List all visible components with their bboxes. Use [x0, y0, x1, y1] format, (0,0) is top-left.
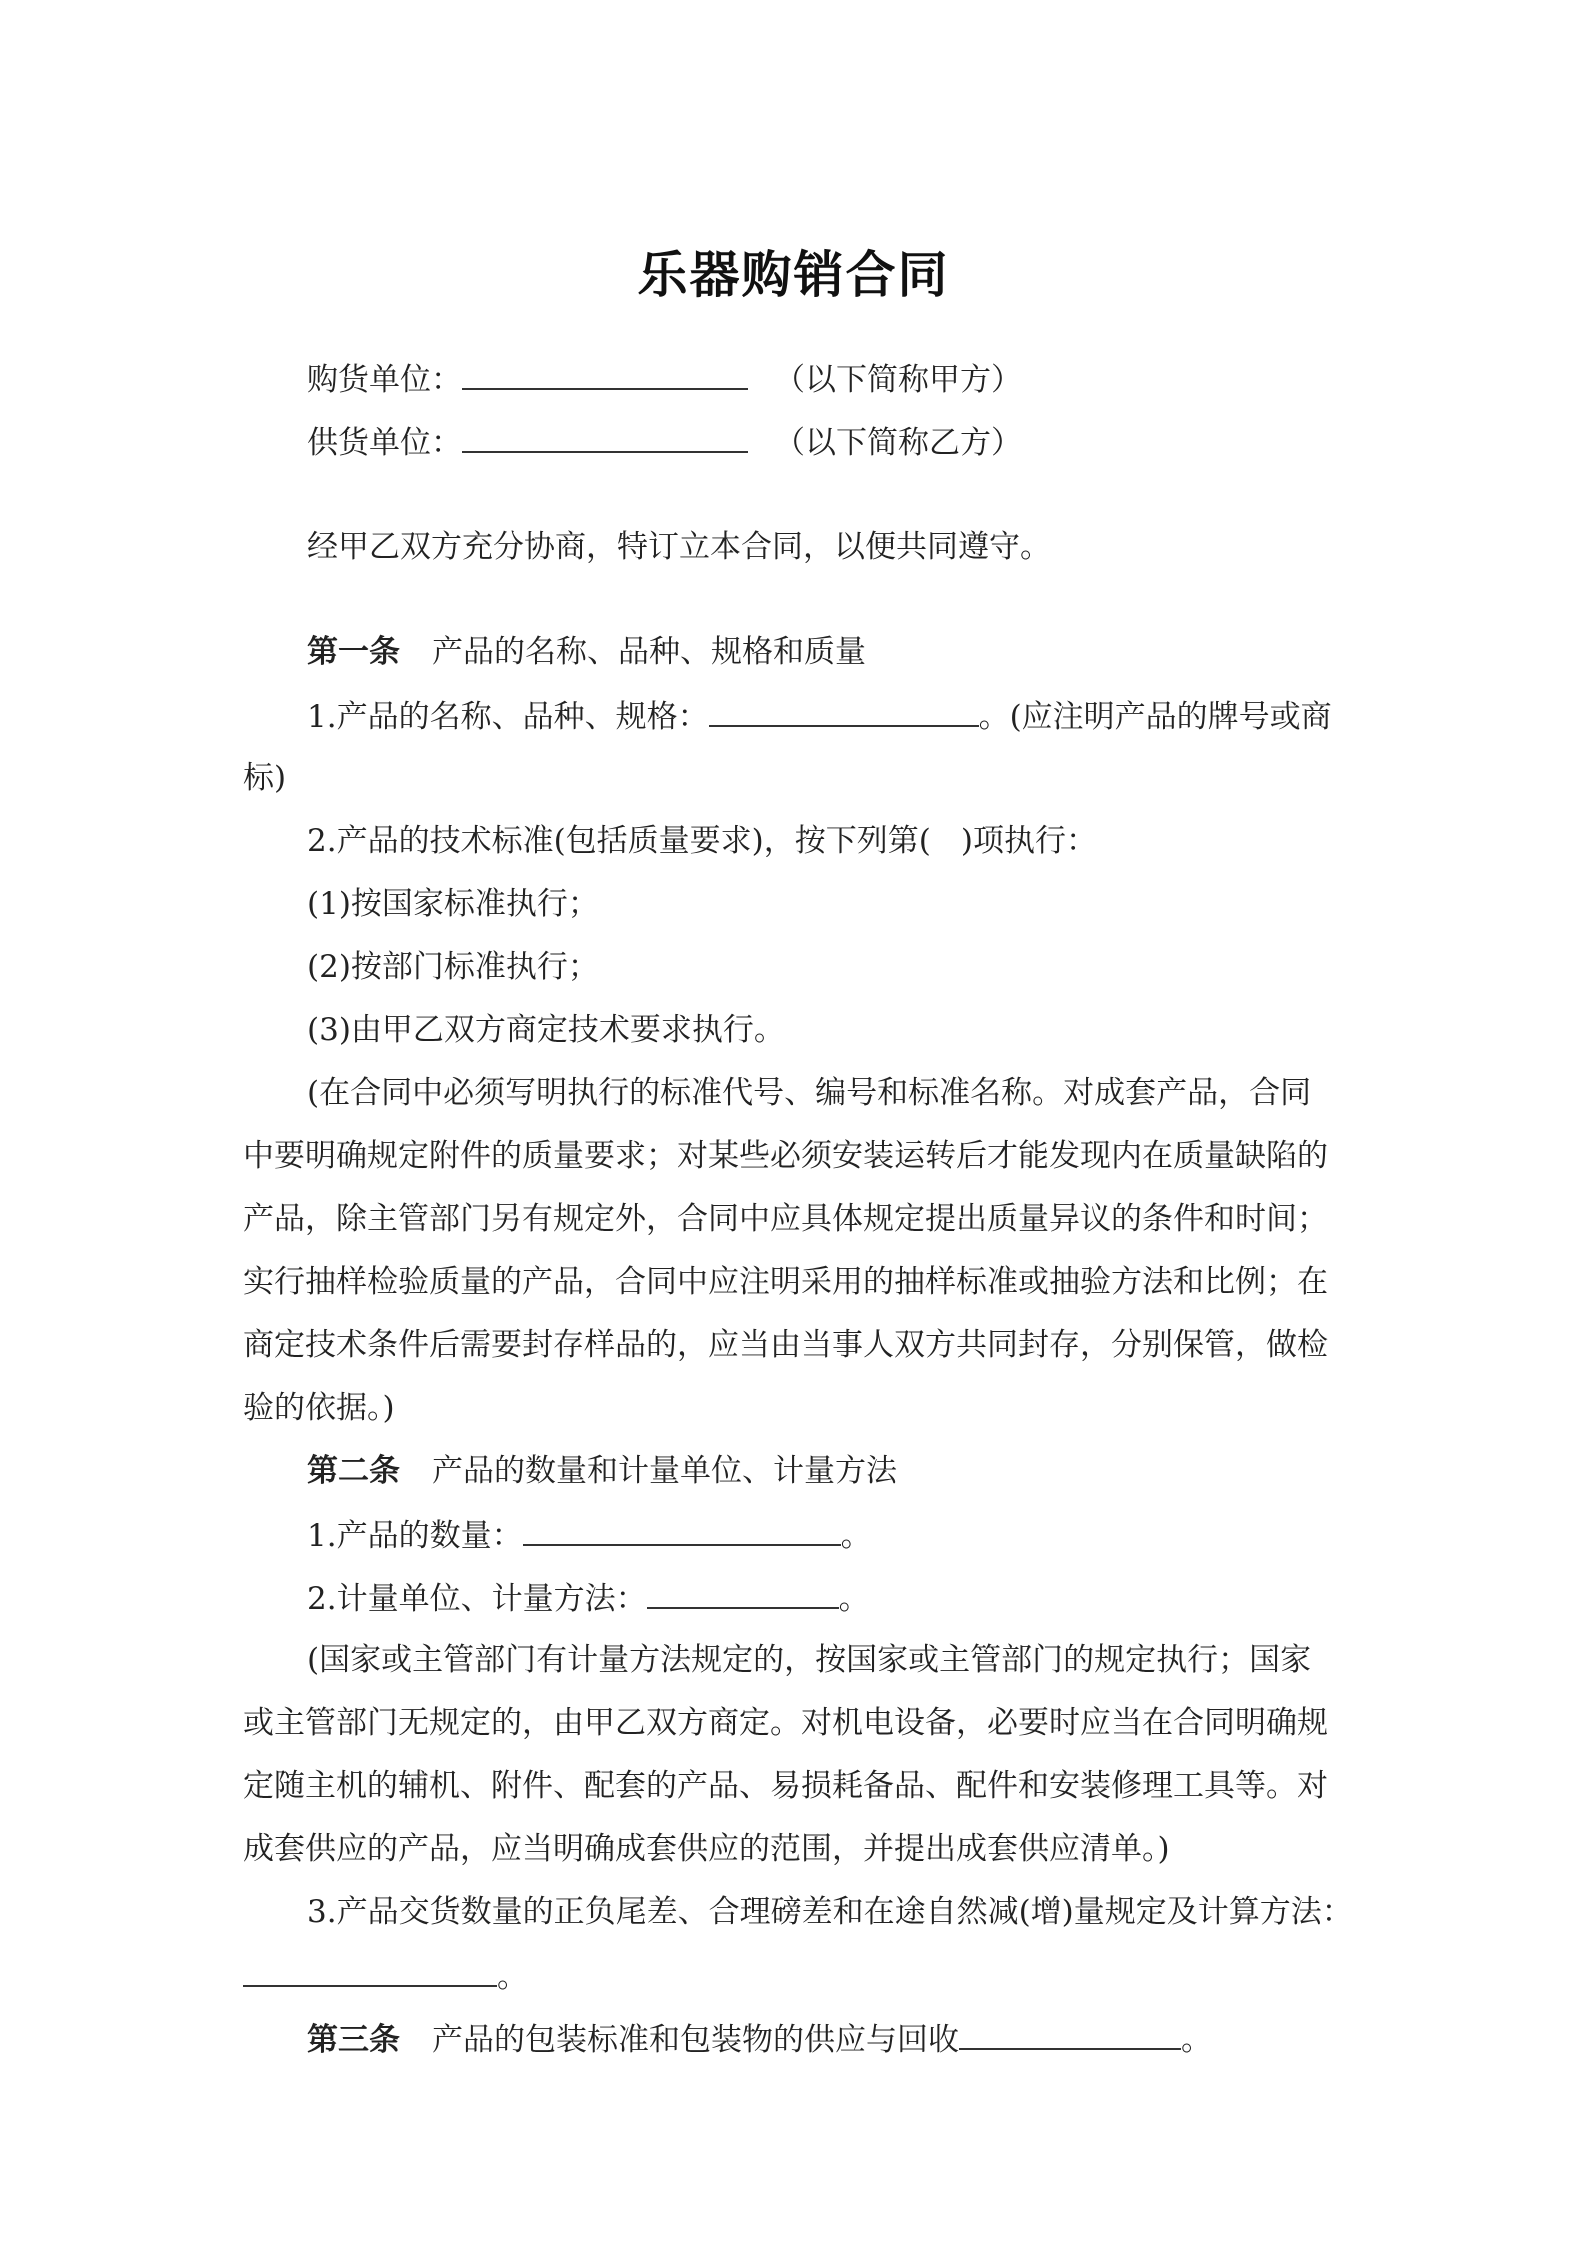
article2-item2: [307, 1577, 870, 1619]
article2-number: 第二条: [307, 1453, 400, 1489]
buyer-blank[interactable]: [462, 358, 748, 390]
seller-label: 供货单位：: [307, 425, 462, 461]
article1-item1-suffix: 。(应注明产品的牌号或商: [978, 699, 1332, 735]
article2-note-line: (国家或主管部门有计量方法规定的，按国家或主管部门的规定执行；国家: [307, 1642, 1312, 1678]
article1-heading-line: [307, 632, 866, 672]
article1-title: 产品的名称、品种、规格和质量: [432, 634, 866, 670]
article1-option3: (3)由甲乙双方商定技术要求执行。: [307, 1012, 785, 1048]
article2-note-line: 成套供应的产品，应当明确成套供应的范围，并提出成套供应清单。): [243, 1831, 1170, 1867]
article2-item3-cont: [243, 1955, 528, 1997]
article1-item1-cont: 标): [243, 760, 287, 796]
page-title: 乐器购销合同: [637, 245, 950, 304]
article2-item2-suffix: 。: [838, 1581, 870, 1617]
article1-item2: [307, 821, 1097, 861]
article1-note-line: (在合同中必须写明执行的标准代号、编号和标准名称。对成套产品，合同: [307, 1075, 1312, 1111]
seller-line: [307, 421, 1022, 463]
article1-note-line: 产品，除主管部门另有规定外，合同中应具体规定提出质量异议的条件和时间；: [243, 1201, 1328, 1237]
seller-blank[interactable]: [462, 421, 748, 453]
article2-item1-suffix: 。: [840, 1518, 872, 1554]
tolerance-blank[interactable]: [243, 1955, 497, 1987]
article1-option2: (2)按部门标准执行；: [307, 949, 599, 985]
product-name-blank[interactable]: [709, 695, 979, 727]
measure-method-blank[interactable]: [647, 1577, 839, 1609]
article1-option1: (1)按国家标准执行；: [307, 886, 599, 922]
article2-item1-label: 1.产品的数量：: [307, 1518, 523, 1554]
article3-title: 产品的包装标准和包装物的供应与回收: [432, 2022, 959, 2058]
article1-note-line: 验的依据。): [243, 1390, 395, 1426]
article2-item3: 3.产品交货数量的正负尾差、合理磅差和在途自然减(增)量规定及计算方法：: [307, 1894, 1353, 1930]
article1-number: 第一条: [307, 634, 400, 670]
article1-note-line: 实行抽样检验质量的产品，合同中应注明采用的抽样标准或抽验方法和比例；在: [243, 1264, 1328, 1300]
article1-item2-label: 2.产品的技术标准(包括质量要求)，按下列第(: [307, 823, 931, 859]
article2-heading-line: [307, 1451, 897, 1491]
article1-note-line: 中要明确规定附件的质量要求；对某些必须安装运转后才能发现内在质量缺陷的: [243, 1138, 1328, 1174]
packaging-blank[interactable]: [959, 2018, 1181, 2050]
buyer-suffix: （以下简称甲方）: [774, 362, 1022, 398]
article3-suffix: 。: [1181, 2022, 1212, 2058]
article3-number: 第三条: [307, 2022, 400, 2058]
article1-item1: [307, 695, 1332, 737]
article2-item1: [307, 1514, 872, 1556]
buyer-line: [307, 358, 1022, 400]
article2-item2-label: 2.计量单位、计量方法：: [307, 1581, 647, 1617]
article2-note-line: 定随主机的辅机、附件、配套的产品、易损耗备品、配件和安装修理工具等。对: [243, 1768, 1328, 1804]
article1-note-line: 商定技术条件后需要封存样品的，应当由当事人双方共同封存，分别保管，做检: [243, 1327, 1328, 1363]
article2-item3-suffix: 。: [497, 1959, 528, 1995]
seller-suffix: （以下简称乙方）: [774, 425, 1022, 461]
buyer-label: 购货单位：: [307, 362, 462, 398]
article1-item1-label: 1.产品的名称、品种、规格：: [307, 699, 709, 735]
article3-heading-line: [307, 2018, 1212, 2060]
quantity-blank[interactable]: [523, 1514, 841, 1546]
article2-note-line: 或主管部门无规定的，由甲乙双方商定。对机电设备，必要时应当在合同明确规: [243, 1705, 1328, 1741]
article1-item2-suffix: )项执行：: [960, 823, 1097, 859]
article2-title: 产品的数量和计量单位、计量方法: [432, 1453, 897, 1489]
intro-text: 经甲乙双方充分协商，特订立本合同，以便共同遵守。: [307, 529, 1051, 565]
